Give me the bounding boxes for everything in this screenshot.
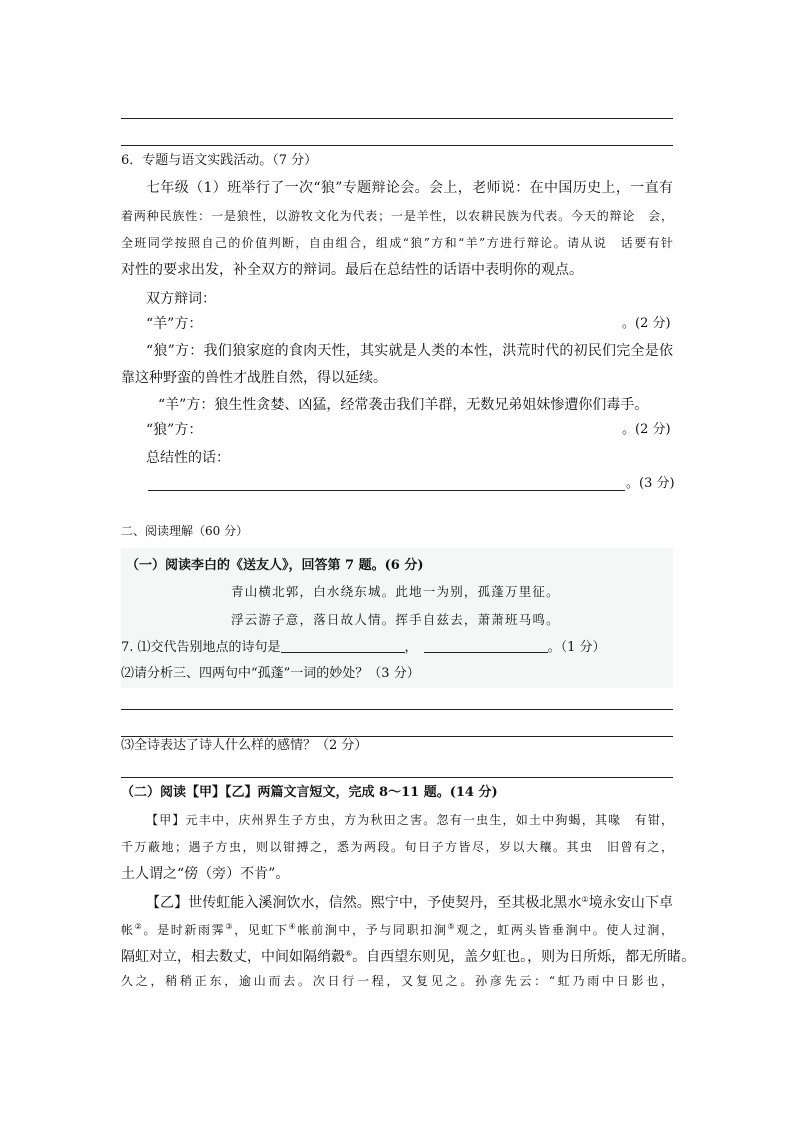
yi-text: 帐前涧中，予与同职扣涧	[297, 923, 448, 937]
yi-text: 。自西望东则见，盖夕虹也。，则为日所烁，都无所睹。	[352, 949, 696, 965]
sheep-side-line: “羊”方：狼生性贪婪、凶猛，经常袭击我们羊群，无数兄弟姐妹惨遭你们毒手。	[158, 397, 649, 413]
footnote-marker: ⑥	[345, 949, 353, 958]
wolf-side-label: “狼”方：	[146, 422, 203, 438]
sheep-side-label: “羊”方：	[146, 316, 203, 332]
part1-heading: （一）阅读李白的《送友人》，回答第 7 题。(6 分)	[126, 558, 424, 573]
yi-text: 【乙】世传虹能入溪涧饮水，信然。熙宁中，予使契丹，至其极北黑水	[146, 895, 582, 911]
q7-1-text: 7. ⑴交代告别地点的诗句是	[121, 640, 281, 655]
q7-3: ⑶全诗表达了诗人什么样的感情？（2 分）	[121, 738, 368, 753]
footnote-marker: ②	[134, 922, 144, 931]
footnote-marker: ①	[581, 895, 589, 904]
q6-paragraph-line: 全班同学按照自己的价值判断，自由组合，组成“狼”方和“羊”方进行辩论。请从说 话要有针	[121, 236, 673, 250]
q7-1-blank-1[interactable]	[281, 638, 405, 653]
q7-1-score: 。（1 分）	[547, 640, 606, 655]
answer-line	[121, 777, 673, 778]
yi-text: 观之，虹两头皆垂涧中。使人过涧，	[456, 923, 673, 937]
yi-line-3	[121, 945, 696, 966]
jia-line: 土人谓之“傍（旁）不肯”。	[121, 866, 290, 882]
q7-2: ⑵请分析三、四两句中“孤蓬”一词的妙处？（3 分）	[121, 666, 420, 681]
answer-line	[121, 709, 673, 710]
jia-line: 千万蔽地；遇子方虫，则以钳搏之，悉为两段。旬日子方皆尽，岁以大穰。其虫 旧曾有之，	[121, 840, 673, 854]
yi-text: ，见虹下	[234, 923, 289, 937]
summary-label: 总结性的话：	[146, 450, 230, 466]
footnote-marker: ③	[225, 922, 235, 931]
q6-paragraph-line: 着两种民族性：一是狼性，以游牧文化为代表；一是羊性，以农耕民族为代表。今天的辩论 会，	[121, 209, 673, 223]
yi-text: 隔虹对立，相去数丈，中间如隔绡縠	[121, 949, 345, 965]
footnote-marker: ④	[288, 922, 298, 931]
yi-text: 帐	[121, 923, 135, 937]
wolf-side-line: “狼”方：我们狼家庭的食肉天性，其实就是人类的本性，洪荒时代的初民们完全是依	[146, 343, 673, 359]
jia-line: 【甲】元丰中，庆州界生子方虫，方为秋田之害。忽有一虫生，如土中狗蝎，其喙 有钳，	[146, 813, 673, 827]
q6-paragraph-line: 对性的要求出发，补全双方的辩词。最后在总结性的话语中表明你的观点。	[121, 262, 583, 278]
q7-1-separator: ，	[404, 640, 418, 655]
yi-line-2	[121, 918, 673, 939]
q6-paragraph-line: 七年级（1）班举行了一次“狼”专题辩论会。会上，老师说：在中国历史上，一直有	[146, 180, 673, 196]
summary-score: 。(3 分)	[626, 476, 675, 491]
q7-1-blank-2[interactable]	[424, 638, 548, 653]
summary-answer-line	[148, 490, 625, 491]
debate-label: 双方辩词：	[146, 291, 216, 307]
yi-text: 。是时新雨霁	[143, 923, 226, 937]
q7-1	[121, 638, 605, 657]
yi-text: 境永安山下卓	[588, 895, 674, 911]
answer-line	[121, 145, 673, 146]
footnote-marker: ⑤	[447, 922, 457, 931]
yi-line-1	[146, 891, 673, 912]
poem-line: 青山横北郭，白水绕东城。此地一为别，孤蓬万里征。	[231, 584, 560, 599]
part2-heading: （二）阅读【甲】【乙】两篇文言短文，完成 8～11 题。(14 分)	[121, 785, 498, 800]
section-heading: 二、阅读理解（60 分）	[121, 524, 249, 538]
q6-heading: 6．专题与语文实践活动。（7 分）	[121, 153, 318, 168]
answer-line	[121, 118, 673, 119]
poem-line: 浮云游子意，落日故人情。挥手自兹去，萧萧班马鸣。	[231, 612, 560, 627]
wolf-side-score: 。(2 分)	[622, 422, 671, 437]
yi-line-4: 久之，稍稍正东，逾山而去。次日行一程，又复见之。孙彦先云：“虹乃雨中日影也，	[121, 974, 673, 988]
sheep-side-score: 。(2 分)	[622, 316, 671, 331]
wolf-side-line: 靠这种野蛮的兽性才战胜自然，得以延续。	[121, 370, 387, 386]
